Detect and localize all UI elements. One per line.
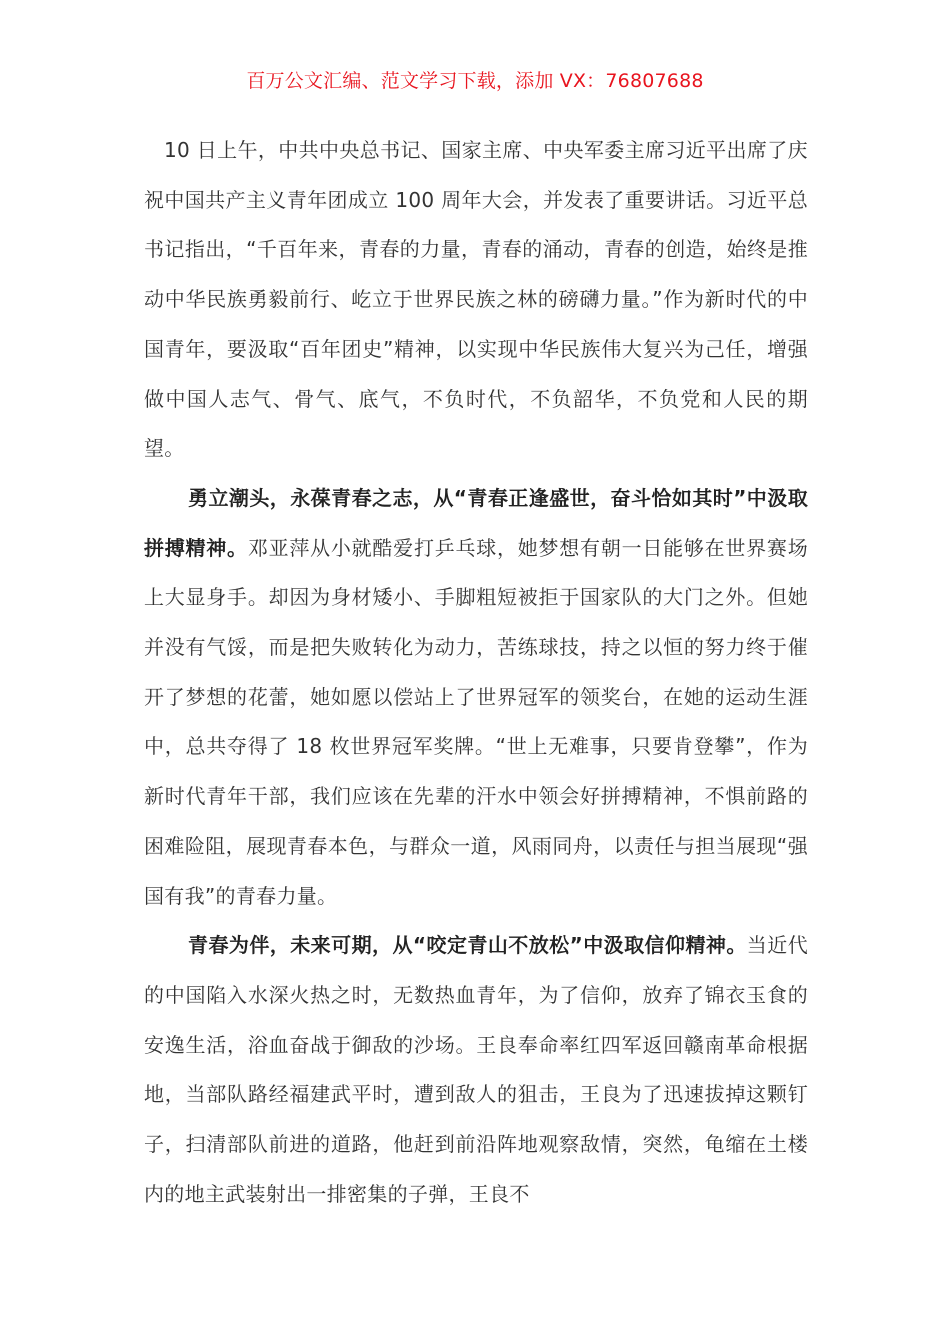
paragraph-intro xyxy=(144,126,808,474)
watermark-banner: 百万公文汇编、范文学习下载，添加 VX：76807688 xyxy=(246,70,704,92)
paragraph-text: 邓亚萍从小就酷爱打乒乓球，她梦想有朝一日能够在世界赛场上大显身手。却因为身材矮小、手脚粗短被拒于国家队的大门之外。但她并没有气馁，而是把失败转化为动力，苦练球技，持之以恒的努力终于催开了梦想的花蕾，她如愿以偿站上了世界冠军的领奖台，在她的运动生涯中，总共夺得了 18 枚世界冠军奖牌。“世上无难事，只要肯登攀”，作为新时代青年干部，我们应该在先辈的汗水中领会好拼搏精神，不惧前路的困难险阻，展现青春本色，与群众一道，风雨同舟，以责任与担当展现“强国有我”的青春力量。 xyxy=(144,535,808,908)
paragraph-heading: 青春为伴，未来可期，从“咬定青山不放松”中汲取信仰精神。 xyxy=(188,933,747,958)
paragraph-faith xyxy=(144,921,808,1219)
document-body xyxy=(144,126,808,1219)
paragraph-heading: 勇立潮头，永葆青春之志，从“青春正逢盛世，奋斗恰如其时”中汲取拼搏精神。 xyxy=(144,485,808,560)
paragraph-text: 10 日上午，中共中央总书记、国家主席、中央军委主席习近平出席了庆祝中国共产主义青年团成立 100 周年大会，并发表了重要讲话。习近平总书记指出，“千百年来，青春的力量，青春的涌动，青春的创造，始终是推动中华民族勇毅前行、屹立于世界民族之林的磅礴力量。”作为新时代的中国青年，要汲取“百年团史”精神，以实现中华民族伟大复兴为己任，增强做中国人志气、骨气、底气，不负时代，不负韶华，不负党和人民的期望。 xyxy=(144,138,808,461)
paragraph-struggle xyxy=(144,474,808,921)
paragraph-text: 当近代的中国陷入水深火热之时，无数热血青年，为了信仰，放弃了锦衣玉食的安逸生活，浴血奋战于御敌的沙场。王良奉命率红四军返回赣南革命根据地，当部队路经福建武平时，遭到敌人的狙击，王良为了迅速拔掉这颗钉子，扫清部队前进的道路，他赶到前沿阵地观察敌情，突然，龟缩在土楼内的地主武装射出一排密集的子弹，王良不 xyxy=(144,933,808,1206)
